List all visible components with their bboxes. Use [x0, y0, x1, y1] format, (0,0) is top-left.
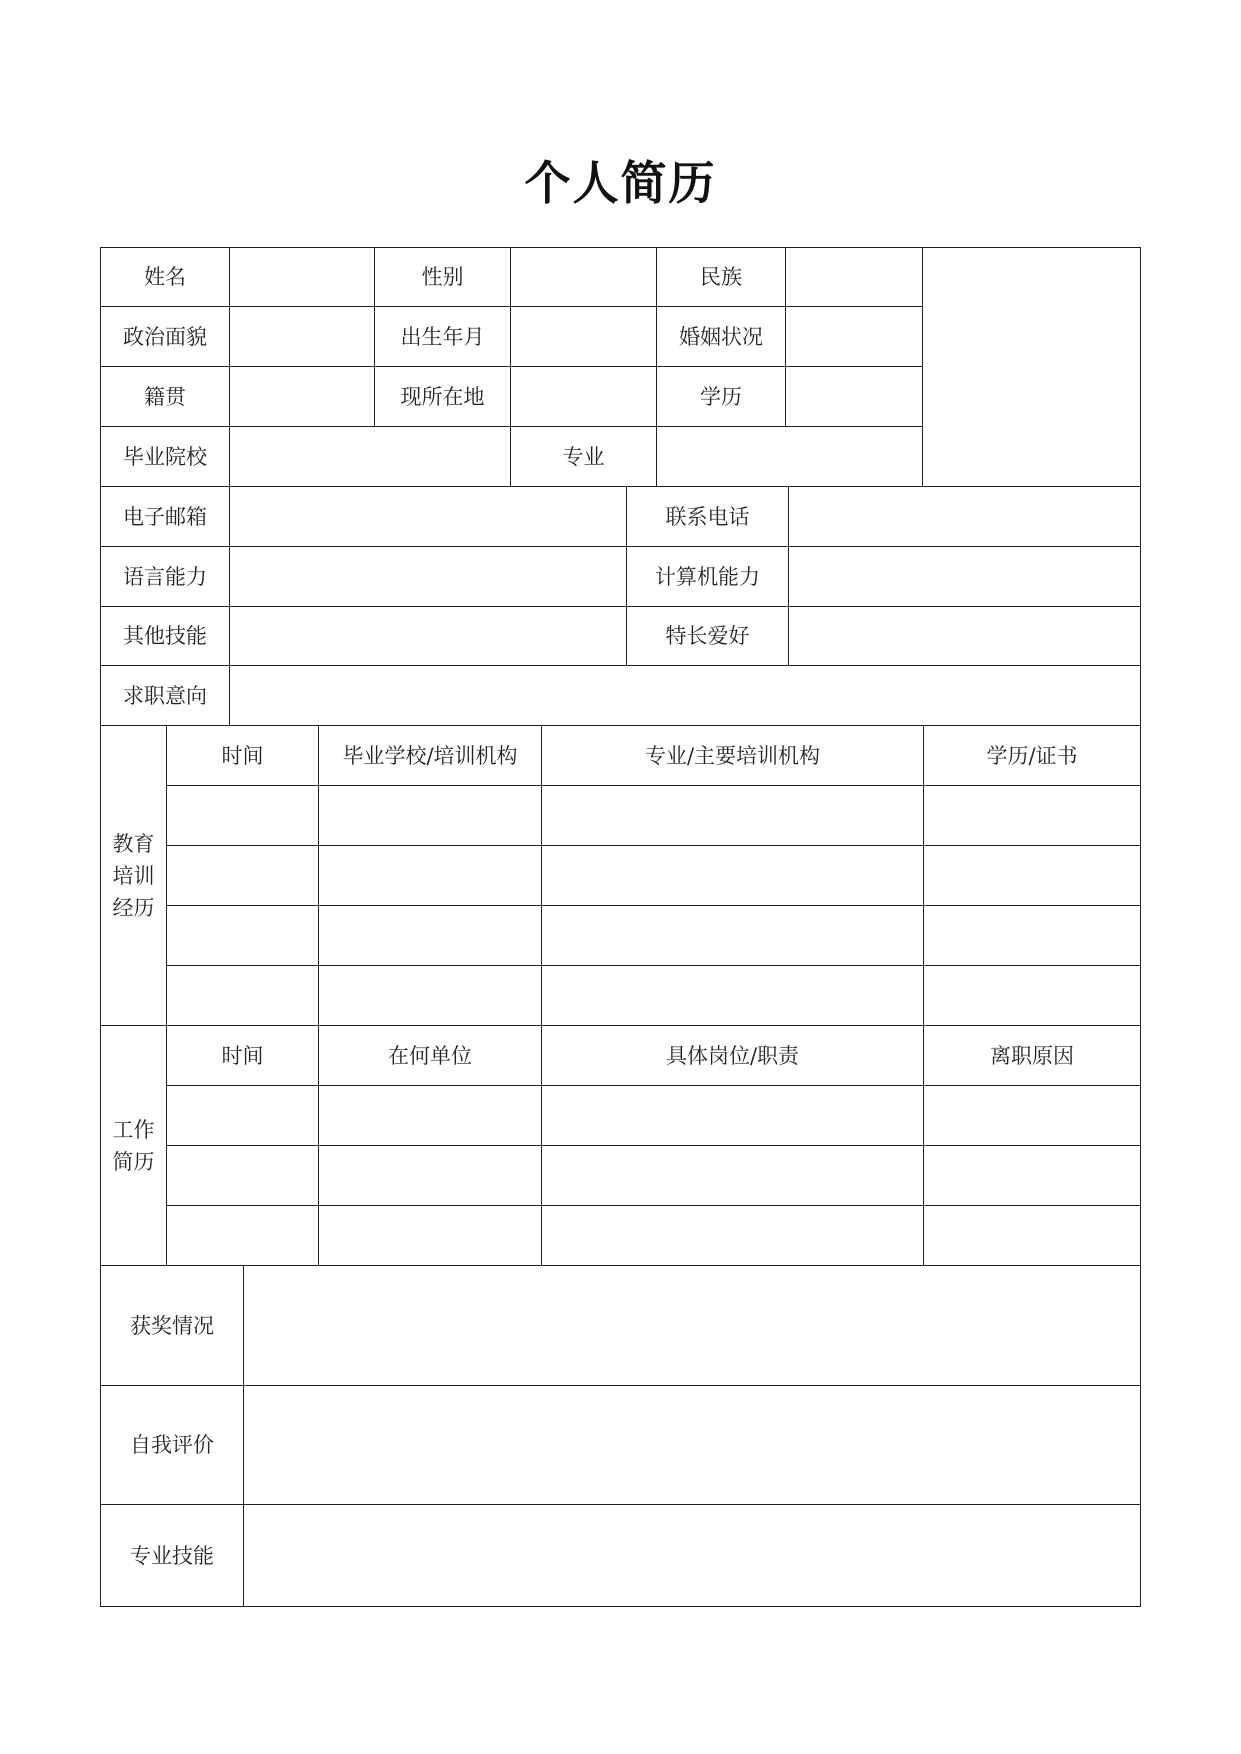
email-label: 电子邮箱 — [100, 486, 230, 547]
edu-row-3-major[interactable] — [541, 905, 924, 966]
edu-row-4-school[interactable] — [318, 965, 542, 1026]
professional-skills-field[interactable] — [243, 1504, 1141, 1607]
political-status-field[interactable] — [229, 306, 375, 367]
gender-label: 性别 — [374, 247, 511, 307]
work-row-2-position[interactable] — [541, 1145, 924, 1206]
work-row-1-leave-reason[interactable] — [923, 1085, 1141, 1146]
language-label: 语言能力 — [100, 546, 230, 607]
work-row-3-position[interactable] — [541, 1205, 924, 1266]
computer-label: 计算机能力 — [626, 546, 789, 607]
ethnicity-field[interactable] — [785, 247, 923, 307]
work-row-3-leave-reason[interactable] — [923, 1205, 1141, 1266]
work-row-2-time[interactable] — [166, 1145, 319, 1206]
native-place-field[interactable] — [229, 366, 375, 427]
work-row-3-company[interactable] — [318, 1205, 542, 1266]
edu-row-4-major[interactable] — [541, 965, 924, 1026]
political-status-label: 政治面貌 — [100, 306, 230, 367]
edu-row-1-time[interactable] — [166, 785, 319, 846]
edu-row-2-school[interactable] — [318, 845, 542, 906]
edu-row-1-certificate[interactable] — [923, 785, 1141, 846]
work-section-label-text: 工作简历 — [112, 1117, 155, 1174]
phone-field[interactable] — [788, 486, 1141, 547]
work-row-2-leave-reason[interactable] — [923, 1145, 1141, 1206]
work-section-label — [100, 1025, 167, 1266]
email-field[interactable] — [229, 486, 627, 547]
native-place-label: 籍贯 — [100, 366, 230, 427]
hobbies-label: 特长爱好 — [626, 606, 789, 666]
name-label: 姓名 — [100, 247, 230, 307]
edu-row-1-school[interactable] — [318, 785, 542, 846]
edu-row-3-school[interactable] — [318, 905, 542, 966]
phone-label: 联系电话 — [626, 486, 789, 547]
edu-header-certificate: 学历/证书 — [923, 725, 1141, 786]
computer-field[interactable] — [788, 546, 1141, 607]
marital-status-label: 婚姻状况 — [656, 306, 786, 367]
major-label: 专业 — [510, 426, 657, 487]
edu-row-1-major[interactable] — [541, 785, 924, 846]
work-header-company: 在何单位 — [318, 1025, 542, 1086]
job-intention-label: 求职意向 — [100, 665, 230, 726]
major-field[interactable] — [656, 426, 923, 487]
edu-header-school: 毕业学校/培训机构 — [318, 725, 542, 786]
awards-field[interactable] — [243, 1265, 1141, 1386]
job-intention-field[interactable] — [229, 665, 1141, 726]
language-field[interactable] — [229, 546, 627, 607]
gender-field[interactable] — [510, 247, 657, 307]
education-section-label-text: 教育培训经历 — [112, 831, 155, 920]
edu-row-2-certificate[interactable] — [923, 845, 1141, 906]
work-row-1-company[interactable] — [318, 1085, 542, 1146]
education-label: 学历 — [656, 366, 786, 427]
other-skills-label: 其他技能 — [100, 606, 230, 666]
edu-row-4-certificate[interactable] — [923, 965, 1141, 1026]
edu-row-4-time[interactable] — [166, 965, 319, 1026]
marital-status-field[interactable] — [785, 306, 923, 367]
page-title: 个人简历 — [524, 156, 717, 210]
edu-row-2-major[interactable] — [541, 845, 924, 906]
awards-label: 获奖情况 — [100, 1265, 244, 1386]
name-field[interactable] — [229, 247, 375, 307]
self-evaluation-field[interactable] — [243, 1385, 1141, 1505]
work-row-1-position[interactable] — [541, 1085, 924, 1146]
hobbies-field[interactable] — [788, 606, 1141, 666]
graduate-school-field[interactable] — [229, 426, 511, 487]
edu-header-time: 时间 — [166, 725, 319, 786]
edu-row-3-time[interactable] — [166, 905, 319, 966]
work-header-position: 具体岗位/职责 — [541, 1025, 924, 1086]
current-location-field[interactable] — [510, 366, 657, 427]
professional-skills-label: 专业技能 — [100, 1504, 244, 1607]
birth-date-field[interactable] — [510, 306, 657, 367]
work-header-leave-reason: 离职原因 — [923, 1025, 1141, 1086]
work-row-2-company[interactable] — [318, 1145, 542, 1206]
education-field[interactable] — [785, 366, 923, 427]
graduate-school-label: 毕业院校 — [100, 426, 230, 487]
other-skills-field[interactable] — [229, 606, 627, 666]
current-location-label: 现所在地 — [374, 366, 511, 427]
education-section-label — [100, 725, 167, 1026]
edu-header-major: 专业/主要培训机构 — [541, 725, 924, 786]
work-row-1-time[interactable] — [166, 1085, 319, 1146]
edu-row-2-time[interactable] — [166, 845, 319, 906]
ethnicity-label: 民族 — [656, 247, 786, 307]
edu-row-3-certificate[interactable] — [923, 905, 1141, 966]
self-evaluation-label: 自我评价 — [100, 1385, 244, 1505]
birth-date-label: 出生年月 — [374, 306, 511, 367]
work-row-3-time[interactable] — [166, 1205, 319, 1266]
photo-area[interactable] — [922, 247, 1141, 487]
work-header-time: 时间 — [166, 1025, 319, 1086]
